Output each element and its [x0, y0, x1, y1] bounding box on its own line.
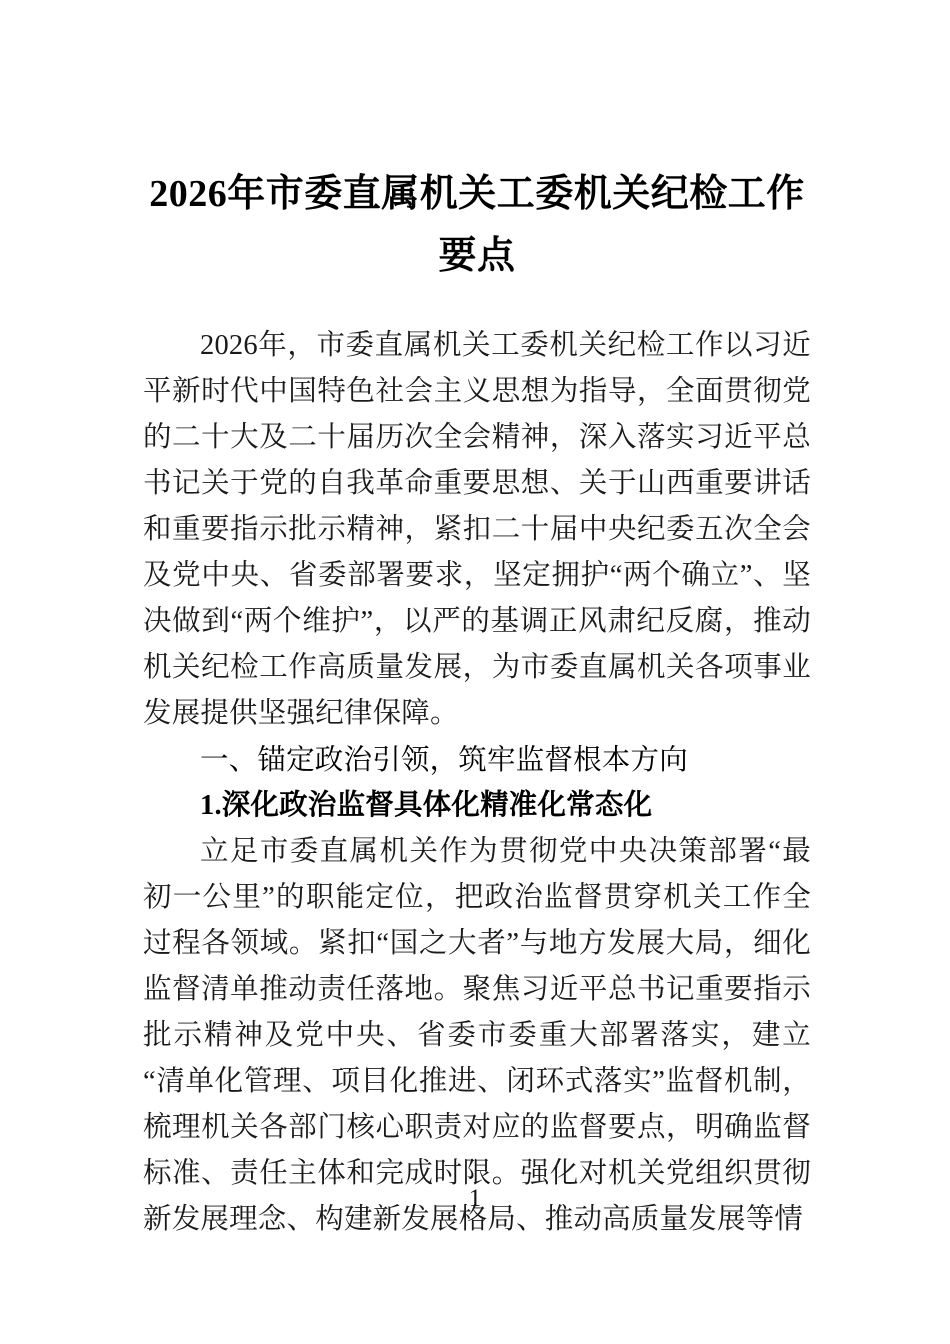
subsection-1-1-body: 立足市委直属机关作为贯彻党中央决策部署“最初一公里”的职能定位，把政治监督贯穿机关工作全过程各领域。紧扣“国之大者”与地方发展大局，细化监督清单推动责任落地。聚焦习近平总书记重要指示批示精神及党中央、省委市委重大部署落实，建立“清单化管理、项目化推进、闭环式落实”监督机制，梳理机关各部门核心职责对应的监督要点，明确监督标准、责任主体和完成时限。强化对机关党组织贯彻新发展理念、构建新发展格局、推动高质量发展等情	[143, 836, 811, 1235]
intro-paragraph: 2026年，市委直属机关工委机关纪检工作以习近平新时代中国特色社会主义思想为指导，全面贯彻党的二十大及二十届历次全会精神，深入落实习近平总书记关于党的自我革命重要思想、关于山西重要讲话和重要指示批示精神，紧扣二十届中央纪委五次全会及党中央、省委部署要求，坚定拥护“两个确立”、坚决做到“两个维护”，以严的基调正风肃纪反腐，推动机关纪检工作高质量发展，为市委直属机关各项事业发展提供坚强纪律保障。	[143, 330, 811, 729]
page-title: 2026年市委直属机关工委机关纪检工作要点	[149, 173, 805, 277]
subsection-heading-1-1: 1.深化政治监督具体化精准化常态化	[200, 790, 653, 821]
page-content	[143, 0, 811, 1243]
page-number: 1	[468, 1185, 482, 1212]
section-heading-one: 一、锚定政治引领，筑牢监督根本方向	[200, 744, 688, 776]
